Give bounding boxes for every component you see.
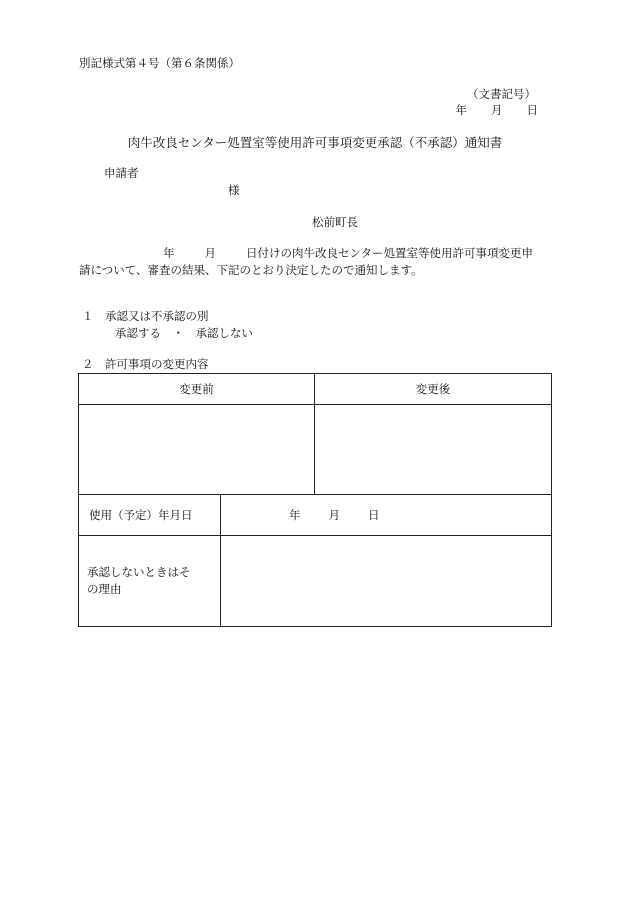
section2-heading: ２ 許可事項の変更内容 xyxy=(82,357,209,371)
body-month: 月 xyxy=(204,246,216,260)
change-details-table xyxy=(78,373,552,627)
issuer-name: 松前町長 xyxy=(312,215,358,229)
document-number-label: （文書記号） xyxy=(467,87,536,101)
use-date-month: 月 xyxy=(328,508,340,522)
after-change-cell[interactable] xyxy=(315,405,552,495)
document-title: 肉牛改良センター処置室等使用許可事項変更承認（不承認）通知書 xyxy=(127,135,503,150)
before-change-cell[interactable] xyxy=(79,405,315,495)
issue-date-day: 日 xyxy=(526,103,538,117)
body-year: 年 xyxy=(163,246,175,260)
issue-date-month: 月 xyxy=(491,103,503,117)
use-date-day: 日 xyxy=(368,508,380,522)
approval-options: 承認する ・ 承認しない xyxy=(115,326,253,340)
form-number: 別記様式第４号（第６条関係） xyxy=(79,56,240,70)
reason-label xyxy=(79,536,221,627)
applicant-honorific: 様 xyxy=(228,183,240,197)
reason-cell[interactable] xyxy=(221,536,552,627)
use-date-year: 年 xyxy=(289,508,301,522)
before-change-header: 変更前 xyxy=(79,374,315,405)
use-date-cell[interactable] xyxy=(221,495,552,536)
issue-date xyxy=(456,104,539,118)
applicant-label: 申請者 xyxy=(104,166,139,180)
use-date-label: 使用（予定）年月日 xyxy=(79,495,221,536)
notice-body xyxy=(79,245,549,279)
reason-label-line2: の理由 xyxy=(87,582,122,596)
body-text-line2: 請について、審査の結果、下記のとおり決定したので通知します。 xyxy=(79,263,423,277)
after-change-header: 変更後 xyxy=(315,374,552,405)
section1-heading: １ 承認又は不承認の別 xyxy=(82,309,209,323)
issue-date-year: 年 xyxy=(455,103,467,117)
body-text-line1: 日付けの肉牛改良センター処置室等使用許可事項変更申 xyxy=(246,246,534,260)
reason-label-line1: 承認しないときはそ xyxy=(87,565,191,579)
